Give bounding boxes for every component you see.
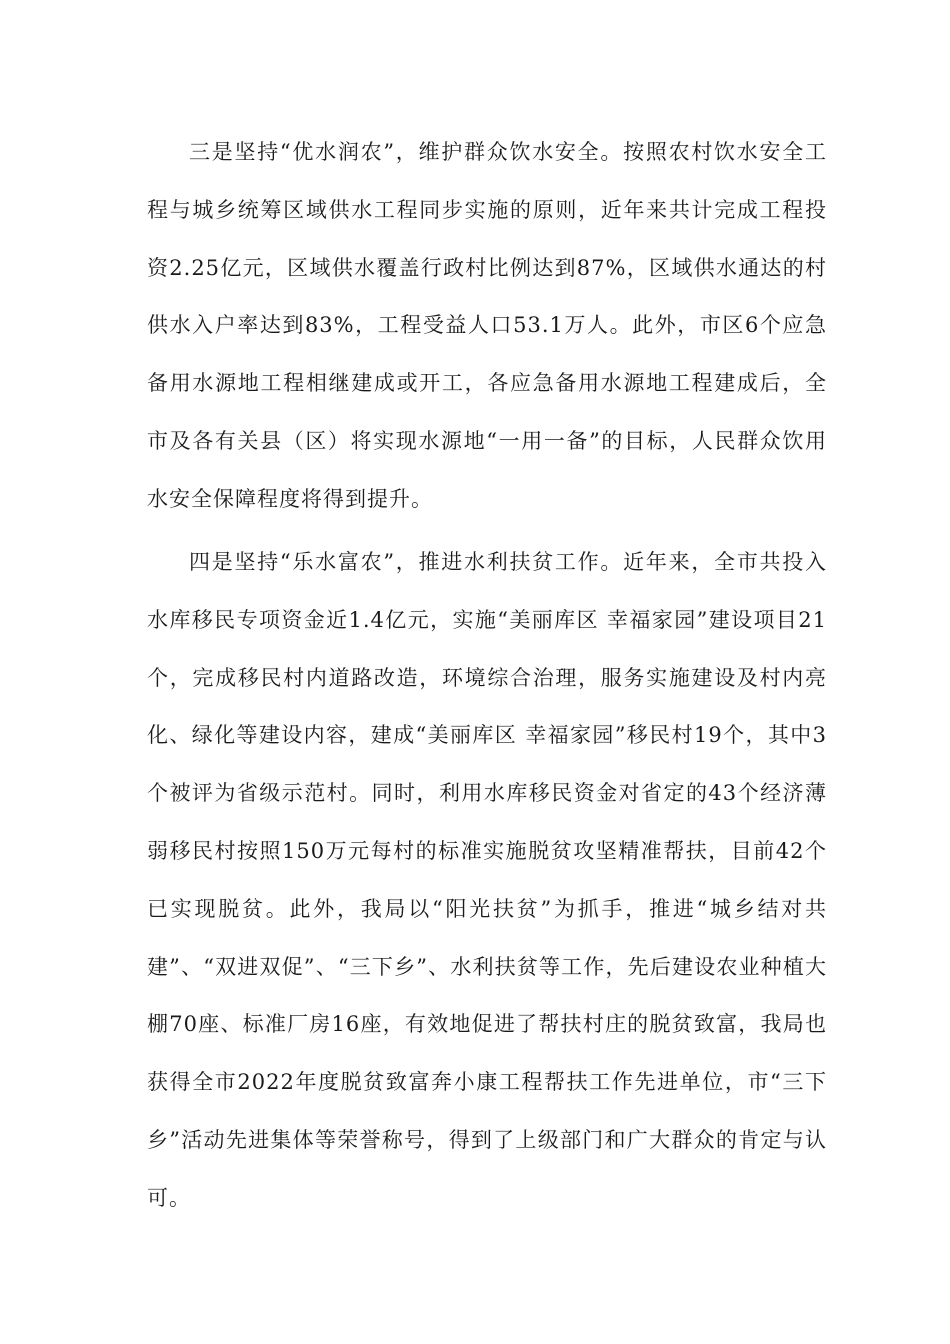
paragraph-rural-drinking-water: 三是坚持“优水润农”，维护群众饮水安全。按照农村饮水安全工程与城乡统筹区域供水工程同步实施的原则，近年来共计完成工程投资2.25亿元，区域供水覆盖行政村比例达到87%，区域供水通达的村供水入户率达到83%，工程受益人口53.1万人。此外，市区6个应急备用水源地工程相继建成或开工，各应急备用水源地工程建成后，全市及各有关县（区）将实现水源地“一用一备”的目标，人民群众饮用水安全保障程度将得到提升。	[147, 140, 827, 511]
paragraph-water-poverty-alleviation: 四是坚持“乐水富农”，推进水利扶贫工作。近年来，全市共投入水库移民专项资金近1.4亿元，实施“美丽库区 幸福家园”建设项目21个，完成移民村内道路改造，环境综合治理，服务实施建设及村内亮化、绿化等建设内容，建成“美丽库区 幸福家园”移民村19个，其中3个被评为省级示范村。同时，利用水库移民资金对省定的43个经济薄弱移民村按照150万元每村的标准实施脱贫攻坚精准帮扶，目前42个已实现脱贫。此外，我局以“阳光扶贫”为抓手，推进“城乡结对共建”、“双进双促”、“三下乡”、水利扶贫等工作，先后建设农业种植大棚70座、标准厂房16座，有效地促进了帮扶村庄的脱贫致富，我局也获得全市2022年度脱贫致富奔小康工程帮扶工作先进单位，市“三下乡”活动先进集体等荣誉称号，得到了上级部门和广大群众的肯定与认可。	[147, 550, 827, 1210]
